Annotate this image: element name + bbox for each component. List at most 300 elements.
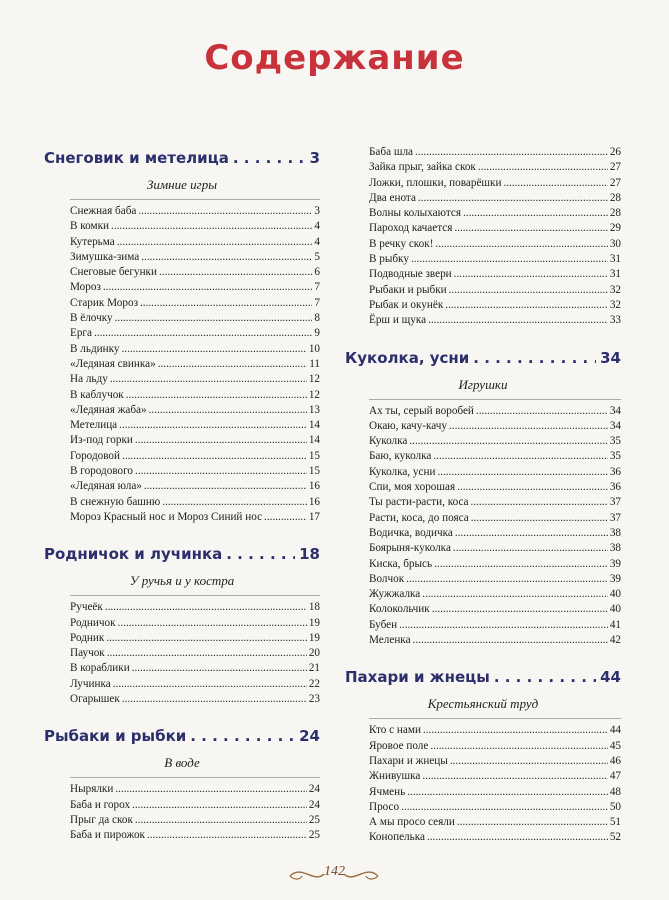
section-gap (44, 707, 320, 725)
entry-title: Зимушка-зима (70, 250, 140, 263)
entry-title: Ты расти-расти, коса (369, 496, 469, 509)
entry-title: Просо (369, 800, 400, 813)
leader-dots (413, 633, 608, 648)
entry-page: 3 (314, 205, 320, 217)
toc-entry[interactable] (369, 587, 621, 602)
toc-entry[interactable] (70, 342, 320, 357)
toc-entry[interactable] (369, 191, 621, 206)
toc-entry[interactable] (369, 160, 621, 175)
toc-entry[interactable] (369, 754, 621, 769)
section-heading[interactable] (44, 725, 320, 747)
entry-title: Из-под горки (70, 434, 133, 447)
entry-page: 51 (609, 816, 621, 829)
entry-page: 25 (308, 813, 320, 826)
toc-entry[interactable] (70, 798, 320, 813)
toc-entry[interactable] (70, 616, 320, 631)
entry-page: 4 (314, 235, 320, 248)
entry-page: 50 (609, 800, 621, 813)
toc-entry[interactable] (369, 449, 621, 464)
entry-page: 40 (609, 588, 621, 601)
entry-title: Волны колыхаются (369, 207, 461, 220)
leader-dots (473, 347, 596, 369)
toc-entry[interactable] (369, 541, 621, 556)
entry-page: 21 (308, 662, 320, 675)
entry-title: Жнивушка (369, 770, 421, 783)
leader-dots (159, 265, 312, 280)
toc-entry[interactable] (70, 813, 320, 828)
entry-title: В льдинку (70, 342, 120, 355)
entry-title: Нырялки (70, 783, 114, 796)
toc-entry[interactable] (70, 661, 320, 676)
entry-title: На льду (70, 373, 108, 386)
leader-dots (94, 326, 312, 341)
toc-entry[interactable] (369, 511, 621, 526)
toc-entry[interactable] (369, 557, 621, 572)
entry-page: 20 (308, 647, 320, 660)
entry-title: «Ледяная юла» (70, 480, 142, 493)
section-gap (345, 648, 621, 666)
section-heading[interactable] (345, 347, 621, 369)
entry-title: Лучинка (70, 677, 111, 690)
toc-entry[interactable] (70, 646, 320, 661)
entry-page: 18 (308, 601, 320, 614)
entry-title: Рыбаки и рыбки (369, 283, 447, 296)
leader-dots (450, 754, 608, 769)
entry-page: 15 (308, 465, 320, 478)
toc-entry[interactable] (70, 449, 320, 464)
entry-page: 24 (308, 783, 320, 796)
entry-page: 33 (609, 314, 621, 327)
entry-title: Конопелька (369, 831, 425, 844)
entry-title: Меленка (369, 634, 411, 647)
entry-page: 7 (314, 281, 320, 294)
leader-dots (141, 250, 312, 265)
leader-dots (454, 267, 608, 282)
toc-entries (369, 723, 621, 845)
entry-title: Городовой (70, 449, 121, 462)
leader-dots (147, 828, 307, 843)
leader-dots (449, 283, 608, 298)
leader-dots (135, 464, 307, 479)
leader-dots (119, 418, 307, 433)
entry-title: В городового (70, 465, 134, 478)
entry-page: 30 (609, 237, 621, 250)
toc-entry[interactable] (70, 388, 320, 403)
leader-dots (122, 449, 307, 464)
entry-title: Куколка, усни (369, 465, 436, 478)
section-heading[interactable] (44, 147, 320, 169)
leader-dots (117, 235, 313, 250)
entry-page: 37 (609, 511, 621, 524)
leader-dots (107, 646, 307, 661)
right-column (345, 145, 621, 846)
entry-title: Ёрш и щука (369, 314, 427, 327)
entry-title: Огарышек (70, 693, 120, 706)
toc-entries (70, 782, 320, 843)
leader-dots (135, 433, 307, 448)
section-page: 24 (299, 727, 320, 746)
entry-page: 34 (609, 404, 621, 417)
toc-entry[interactable] (70, 510, 320, 525)
section-title: Снеговик и метелица (44, 149, 229, 167)
entry-title: Жужжалка (369, 588, 421, 601)
entry-page: 14 (308, 434, 320, 447)
entry-page: 10 (308, 342, 320, 355)
toc-entry[interactable] (369, 572, 621, 587)
entry-page: 9 (314, 327, 320, 340)
entry-title: Зайка прыг, зайка скок (369, 161, 476, 174)
entry-page: 52 (609, 831, 621, 844)
leader-dots (471, 511, 608, 526)
entry-page: 26 (609, 146, 621, 158)
toc-entry[interactable] (70, 782, 320, 797)
leader-dots (407, 785, 608, 800)
section-page: 44 (600, 668, 621, 687)
section-heading[interactable] (44, 543, 320, 565)
leader-dots (406, 572, 608, 587)
leader-dots (437, 465, 607, 480)
entry-title: «Ледяная свинка» (70, 357, 156, 370)
toc-entry[interactable] (70, 235, 320, 250)
entry-title: Мороз (70, 281, 101, 294)
toc-entry[interactable] (70, 219, 320, 234)
leader-dots (478, 160, 608, 175)
entry-title: Кто с нами (369, 724, 421, 737)
leader-dots (445, 298, 608, 313)
entry-page: 19 (308, 616, 320, 629)
entry-title: Спи, моя хорошая (369, 481, 456, 494)
section-subheading: В воде (164, 755, 200, 771)
leader-dots (132, 798, 307, 813)
entry-page: 16 (308, 480, 320, 493)
section-subheading: Игрушки (458, 376, 508, 392)
leader-dots (149, 403, 307, 418)
entry-page: 28 (609, 207, 621, 220)
toc-entry[interactable] (369, 237, 621, 252)
entry-title: Прыг да скок (70, 813, 133, 826)
toc-entry[interactable] (369, 176, 621, 191)
entry-title: В кораблики (70, 662, 130, 675)
section-title: Пахари и жнецы (345, 668, 490, 687)
leader-dots (422, 769, 607, 784)
divider (70, 595, 320, 596)
toc-entry[interactable] (70, 250, 320, 265)
toc-entry[interactable] (369, 145, 621, 160)
entry-page: 27 (609, 161, 621, 174)
section-page: 3 (309, 149, 320, 167)
entry-page: 39 (609, 557, 621, 570)
toc-entry[interactable] (369, 602, 621, 617)
entry-page: 29 (609, 222, 621, 235)
toc-entry[interactable] (369, 830, 621, 845)
entry-page: 17 (308, 510, 320, 523)
toc-entry[interactable] (369, 769, 621, 784)
entry-title: В каблучок (70, 388, 124, 401)
leader-dots (162, 495, 307, 510)
toc-entry[interactable] (369, 206, 621, 221)
section-title: Куколка, усни (345, 348, 470, 367)
leader-dots (463, 206, 608, 221)
entry-title: В комки (70, 220, 110, 233)
section-heading[interactable] (345, 666, 621, 688)
toc-entry[interactable] (369, 221, 621, 236)
leader-dots (494, 666, 596, 688)
leader-dots (138, 204, 312, 219)
leader-dots (418, 191, 608, 206)
toc-entry[interactable] (369, 419, 621, 434)
entry-page: 34 (609, 419, 621, 432)
entry-page: 5 (314, 250, 320, 263)
toc-entry[interactable] (369, 404, 621, 419)
leader-dots (454, 221, 607, 236)
toc-entry[interactable] (70, 357, 320, 372)
section-gap (44, 525, 320, 543)
toc-entry[interactable] (70, 495, 320, 510)
toc-entry[interactable] (70, 311, 320, 326)
toc-entry[interactable] (369, 785, 621, 800)
entry-page: 38 (609, 526, 621, 539)
leader-dots (411, 252, 608, 267)
entry-page: 8 (314, 312, 320, 325)
toc-entry[interactable] (369, 800, 621, 815)
toc-entry[interactable] (369, 434, 621, 449)
leader-dots (122, 692, 307, 707)
entry-page: 37 (609, 496, 621, 509)
entry-page: 16 (308, 495, 320, 508)
leader-dots (226, 543, 295, 565)
toc-entry[interactable] (70, 600, 320, 615)
toc-entry[interactable] (369, 267, 621, 282)
toc-entry[interactable] (369, 739, 621, 754)
entry-page: 24 (308, 798, 320, 811)
leader-dots (135, 813, 307, 828)
entry-title: Два енота (369, 191, 416, 204)
entry-page: 13 (308, 403, 320, 416)
toc-entry[interactable] (70, 828, 320, 843)
toc-entry[interactable] (70, 403, 320, 418)
leader-dots (427, 830, 608, 845)
entry-page: 7 (314, 296, 320, 309)
toc-entry[interactable] (369, 480, 621, 495)
entry-title: Снеговые бегунки (70, 266, 157, 279)
entry-title: Бубен (369, 618, 398, 631)
divider (70, 777, 320, 778)
entry-title: Баю, куколка (369, 450, 432, 463)
leader-dots (190, 725, 295, 747)
toc-entry[interactable] (70, 326, 320, 341)
entry-title: Расти, коса, до пояса (369, 511, 469, 524)
entry-title: В речку скок! (369, 237, 434, 250)
leader-dots (126, 388, 307, 403)
entry-page: 12 (308, 388, 320, 401)
section-page: 18 (299, 545, 320, 564)
toc-entry[interactable] (369, 298, 621, 313)
entry-page: 28 (609, 191, 621, 204)
entry-page: 6 (314, 266, 320, 279)
toc-entry[interactable] (70, 418, 320, 433)
leader-dots (110, 372, 307, 387)
section-title: Рыбаки и рыбки (44, 727, 187, 746)
toc-entry[interactable] (369, 465, 621, 480)
entry-title: Ложки, плошки, поварёшки (369, 176, 502, 189)
entry-page: 14 (308, 419, 320, 432)
entry-title: Подводные звери (369, 268, 452, 281)
leader-dots (118, 616, 307, 631)
toc-entry[interactable] (369, 495, 621, 510)
divider (70, 199, 320, 200)
entry-page: 36 (609, 465, 621, 478)
leader-dots (115, 782, 306, 797)
leader-dots (415, 145, 608, 160)
entry-title: В рыбку (369, 253, 409, 266)
leader-dots (106, 631, 306, 646)
entry-title: Снежная баба (70, 205, 137, 217)
entry-title: Баба и горох (70, 798, 131, 811)
entry-page: 23 (308, 693, 320, 706)
leader-dots (399, 618, 608, 633)
toc-entry[interactable] (70, 265, 320, 280)
entry-title: Пахари и жнецы (369, 754, 448, 767)
toc-entry[interactable] (369, 252, 621, 267)
toc-entry[interactable] (369, 633, 621, 648)
leader-dots (105, 600, 307, 615)
entry-title: Баба шла (369, 146, 414, 158)
entry-title: Мороз Красный нос и Мороз Синий нос (70, 510, 263, 523)
leader-dots (428, 313, 608, 328)
page-number: 142 (324, 864, 345, 879)
divider (369, 718, 621, 719)
entry-page: 38 (609, 542, 621, 555)
toc-entries (70, 600, 320, 707)
toc-entry[interactable] (70, 280, 320, 295)
leader-dots (435, 237, 607, 252)
entry-title: В ёлочку (70, 312, 113, 325)
toc-entry[interactable] (369, 526, 621, 541)
entry-page: 35 (609, 450, 621, 463)
entry-page: 45 (609, 739, 621, 752)
entry-page: 4 (314, 220, 320, 233)
entry-page: 44 (609, 724, 621, 737)
toc-entry[interactable] (70, 631, 320, 646)
toc-entry[interactable] (70, 204, 320, 219)
entry-page: 32 (609, 298, 621, 311)
leader-dots (158, 357, 308, 372)
leader-dots (453, 541, 608, 556)
entry-page: 40 (609, 603, 621, 616)
entry-page: 32 (609, 283, 621, 296)
entry-title: Родник (70, 631, 105, 644)
toc-entries (369, 145, 621, 329)
entry-title: Ерга (70, 327, 92, 340)
leader-dots (401, 800, 608, 815)
entry-page: 42 (609, 634, 621, 647)
entry-title: В снежную башню (70, 495, 161, 508)
toc-entry[interactable] (369, 283, 621, 298)
leader-dots (457, 815, 608, 830)
leader-dots (432, 602, 608, 617)
toc-entry[interactable] (369, 723, 621, 738)
entry-page: 31 (609, 253, 621, 266)
entry-title: Окаю, качу-качу (369, 419, 447, 432)
toc-entry[interactable] (70, 296, 320, 311)
entry-page: 39 (609, 572, 621, 585)
leader-dots (455, 526, 608, 541)
left-column (44, 147, 320, 844)
entry-title: Кутерьма (70, 235, 115, 248)
leader-dots (430, 739, 607, 754)
leader-dots (503, 176, 607, 191)
toc-entry[interactable] (70, 464, 320, 479)
leader-dots (471, 495, 608, 510)
entry-page: 47 (609, 770, 621, 783)
toc-entries (369, 404, 621, 649)
entry-title: Колокольчик (369, 603, 430, 616)
section-subheading: У ручья и у костра (129, 573, 235, 589)
leader-dots (476, 404, 608, 419)
leader-dots (140, 296, 312, 311)
entry-title: Киска, брысь (369, 557, 433, 570)
toc-entries (70, 204, 320, 525)
entry-page: 48 (609, 785, 621, 798)
entry-title: Старик Мороз (70, 296, 138, 309)
section-title: Родничок и лучинка (44, 545, 223, 564)
toc-entry[interactable] (70, 692, 320, 707)
section-subheading: Крестьянский труд (427, 696, 539, 712)
entry-title: Рыбак и окунёк (369, 298, 444, 311)
toc-entry[interactable] (70, 479, 320, 494)
toc-entry[interactable] (70, 372, 320, 387)
entry-page: 31 (609, 268, 621, 281)
leader-dots (113, 677, 307, 692)
leader-dots (423, 723, 608, 738)
toc-entry[interactable] (369, 313, 621, 328)
leader-dots (132, 661, 307, 676)
entry-page: 27 (609, 176, 621, 189)
entry-page: 41 (609, 618, 621, 631)
entry-title: Боярыня-куколка (369, 542, 451, 555)
toc-entry[interactable] (70, 433, 320, 448)
leader-dots (111, 219, 312, 234)
entry-title: Родничок (70, 616, 116, 629)
entry-title: «Ледяная жаба» (70, 403, 147, 416)
toc-entry[interactable] (70, 677, 320, 692)
entry-title: Волчок (369, 572, 405, 585)
leader-dots (433, 449, 607, 464)
entry-title: А мы просо сеяли (369, 816, 455, 829)
leader-dots (233, 147, 306, 169)
entry-page: 35 (609, 435, 621, 448)
entry-page: 12 (308, 373, 320, 386)
entry-page: 25 (308, 829, 320, 842)
entry-title: Ах ты, серый воробей (369, 404, 474, 417)
entry-page: 15 (308, 449, 320, 462)
divider (369, 399, 621, 400)
toc-entry[interactable] (369, 815, 621, 830)
section-subheading: Зимние игры (146, 177, 218, 192)
entry-title: Яровое поле (369, 739, 429, 752)
leader-dots (264, 510, 307, 525)
leader-dots (144, 479, 307, 494)
leader-dots (409, 434, 607, 449)
leader-dots (115, 311, 313, 326)
entry-title: Паучок (70, 647, 105, 660)
entry-page: 36 (609, 481, 621, 494)
entry-title: Ячмень (369, 785, 406, 798)
leader-dots (121, 342, 306, 357)
toc-entry[interactable] (369, 618, 621, 633)
leader-dots (434, 557, 608, 572)
entry-page: 22 (308, 677, 320, 690)
